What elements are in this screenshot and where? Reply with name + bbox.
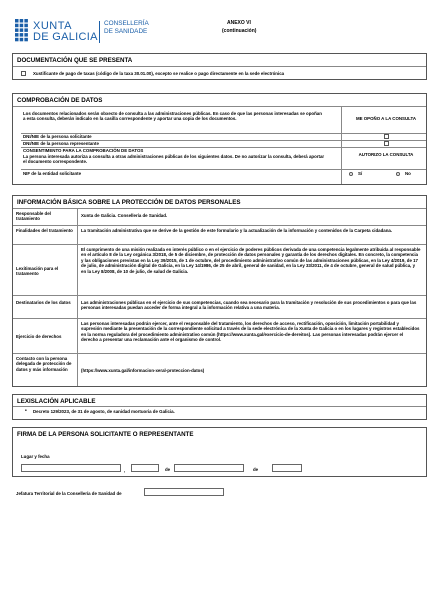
- comma-label: ,: [124, 468, 126, 473]
- de-label-2: de: [253, 467, 259, 472]
- divider: [341, 106, 342, 184]
- divider: [13, 318, 426, 319]
- dept-line2: DE SANIDADE: [104, 28, 148, 35]
- divider: [13, 208, 426, 209]
- place-field[interactable]: [21, 464, 121, 472]
- divider: [13, 66, 426, 67]
- authorize-yes-label: Sí: [358, 171, 363, 176]
- month-field[interactable]: [174, 464, 244, 472]
- authorize-no-label: No: [405, 171, 411, 176]
- consent-title: CONSENTIMENTO PARA LA COMPROBACIÓN DE DATOS: [23, 148, 144, 153]
- annex-title: ANEXO VI: [227, 20, 251, 26]
- dept-line1: CONSELLERÍA: [104, 20, 149, 27]
- divider: [13, 106, 426, 107]
- place-date-label: Lugar y fecha: [21, 454, 50, 459]
- documentation-section: [12, 53, 427, 80]
- privacy-section: [12, 195, 427, 387]
- divider: [77, 208, 78, 386]
- signature-title: FIRMA DE LA PERSONA SOLICITANTE O REPRESENTANTE: [17, 431, 194, 438]
- privacy-label-legitimation: Lexitimación para el tratamento: [16, 266, 59, 277]
- divider: [21, 169, 426, 170]
- privacy-label-rights: Ejercicio de derechos: [16, 334, 62, 339]
- day-field[interactable]: [131, 464, 159, 472]
- privacy-text-rights: Las personas interesadas podrán ejercer, ante el responsable del tratamiento, los derechos de acceso, rectificación, oposición, limitación portabilidad y supresión mediante la presentación de la correspondiente solicitud a través de la sede electrónica de la Xunta de Galicia o en los lugares y registros establecidos en la norma reguladora del procedimiento administrativo común (https://www.xunta.gal/exercicio-de-dereitos). Las personas interesadas podrán ejercer el derecho a presentar una reclamación ante el organismo de control.: [81, 321, 420, 343]
- legislation-title: LEXISLACIÓN APLICABLE: [17, 398, 96, 405]
- divider: [13, 244, 426, 245]
- dni-applicant-label: DNI/NIE de la persona solicitante: [23, 134, 92, 139]
- privacy-text-contact: (https://www.xunta.gal/informacion-xeral-proteccion-datos): [81, 368, 205, 373]
- nif-entity-label: NIF de la entidad solicitante: [23, 171, 82, 176]
- verification-section: [12, 93, 427, 185]
- territorial-office-label: Jefatura Territorial de la Consellería de Sanidad de: [16, 491, 122, 496]
- privacy-title: INFORMACIÓN BÁSICA SOBRE LA PROTECCIÓN DE DATOS PERSONALES: [17, 199, 241, 206]
- privacy-label-recipients: Destinatarios de los datos: [16, 300, 71, 305]
- logo-divider: [99, 21, 100, 43]
- year-field[interactable]: [272, 464, 302, 472]
- oppose-dni-applicant-checkbox[interactable]: [384, 134, 389, 139]
- authorize-yes-radio[interactable]: [349, 172, 353, 176]
- privacy-label-contact: Contacto con la persona delegada de protección de datos y más información: [16, 356, 72, 372]
- divider: [13, 225, 426, 226]
- privacy-label-purposes: Finalidades del tratamiento: [16, 228, 73, 233]
- legislation-section: [12, 394, 427, 420]
- xunta-emblem-icon: [15, 19, 28, 43]
- documentation-title: DOCUMENTACIÓN QUE SE PRESENTA: [17, 57, 133, 64]
- consent-text: La persona interesada autoriza a consulta a otras administraciones públicas de los siguientes datos. De no autorizar la consulta, deberá aportar el documento correspondente.: [23, 154, 325, 165]
- annex-subtitle: (continuación): [222, 28, 257, 34]
- privacy-text-controller: Xunta de Galicia. Consellería de Sanidad.: [81, 213, 168, 218]
- authorize-header: AUTORIZO LA CONSULTA: [358, 152, 414, 157]
- legislation-item: Decreto 129/2023, de 31 de agosto, de sanidad mortuoria de Galicia.: [33, 409, 175, 414]
- xunta-logo: [15, 16, 115, 46]
- signature-section: [12, 427, 427, 477]
- divider: [13, 353, 426, 354]
- divider: [13, 406, 426, 407]
- dni-rep-label: DNI/NIE de la persona representante: [23, 141, 99, 146]
- fee-receipt-checkbox[interactable]: [21, 71, 26, 76]
- privacy-text-recipients: Las administraciones públicas en el ejercicio de sus competencias, cuando sea necesario para la tramitación y resolución de sus procedimientos o para que las personas interesadas puedan acceder de forma integral a la información relativa a una materia.: [81, 300, 417, 311]
- logo-line1: XUNTA: [33, 20, 72, 32]
- verification-intro: Los documentos relacionados serán obxecto de consulta a las administraciones públicas. En caso de que las personas interesadas se opoñan a esta consulta, deberán indicalo en la casilla correspondente y aportar una copia de los documentos.: [23, 111, 322, 122]
- privacy-text-purposes: La tramitación administrativa que se derive de la gestión de este formulario y la actualización de la información y contenidos de la Carpeta cidadana.: [81, 228, 393, 233]
- fee-receipt-label: Xustificante de pago de taxas (código de la taxa 30.01.00), excepto se realice o pago directamente en la sede electrónica: [33, 71, 285, 76]
- de-label-1: de: [165, 467, 171, 472]
- oppose-dni-rep-checkbox[interactable]: [384, 141, 389, 146]
- bullet-icon: •: [25, 408, 27, 414]
- divider: [13, 295, 426, 296]
- privacy-text-legitimation: El cumprimento de una misión realizada en interés público o en el ejercicio de poderes públicos derivada de una competencia legalmente atribuida al responsable en el artículo 8 de la Ley orgánica 3/2018, de 5 de diciembre, de protección de datos personales y garantía de los derechos digitales. En concreto, la competencia y las obligaciones previstas en la Ley 39/2015, de 1 de octubre, del procedimiento administrativo común de las administraciones públicas, en la Ley 4/2019, de 17 de julio, de administración digital de Galicia, en la Ley 14/1986, de 25 de abril, general de sanidad, en la Ley 33/2011, de 4 de octubre, general de salud pública, y en la Ley 8/2008, de 10 de julio, de salud de Galicia.: [81, 247, 421, 274]
- oppose-header: ME OPOÑO A LA CONSULTA: [355, 116, 417, 121]
- authorize-no-radio[interactable]: [396, 172, 400, 176]
- territorial-office-field[interactable]: [144, 488, 224, 496]
- privacy-label-controller: Responsable del tratamiento: [16, 211, 51, 222]
- verification-title: COMPROBACIÓN DE DATOS: [17, 97, 103, 104]
- logo-line2: DE GALICIA: [33, 31, 98, 43]
